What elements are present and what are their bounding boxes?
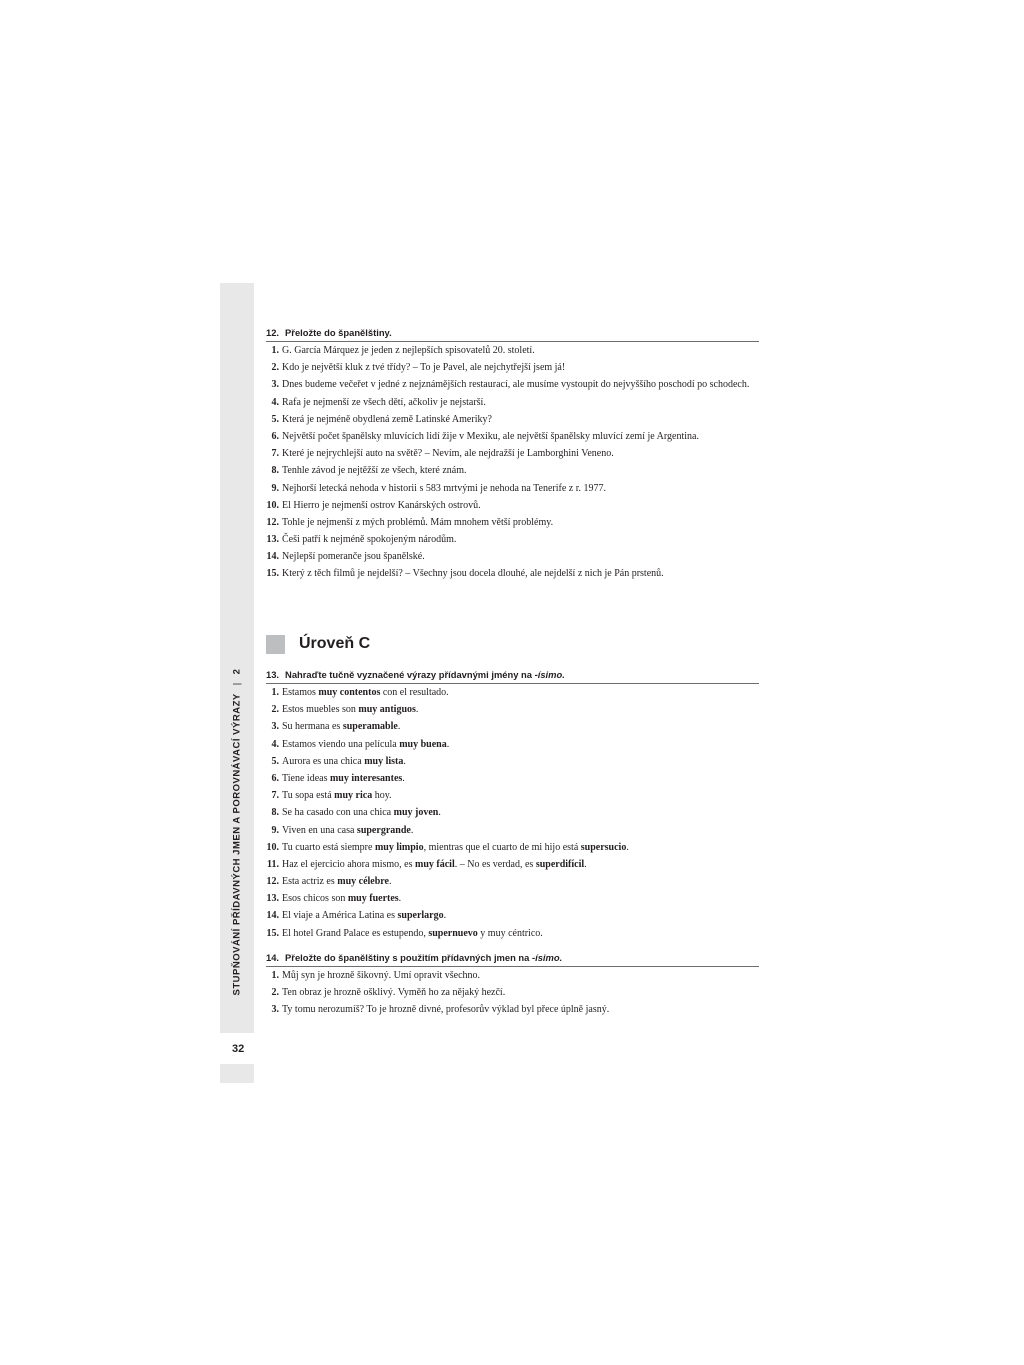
- item-text: Se ha casado con una chica: [282, 807, 394, 819]
- list-item: [266, 970, 759, 982]
- item-text: .: [438, 807, 441, 819]
- item-number: 13.: [266, 534, 279, 546]
- item-number: 15.: [266, 927, 279, 939]
- exercise-instruction: Nahraďte tučně vyznačené výrazy přídavnými jmény na: [285, 669, 532, 680]
- list-item: [266, 379, 759, 391]
- item-number: 1.: [271, 345, 279, 356]
- item-text: .: [398, 893, 402, 905]
- highlighted-phrase: muy fuertes: [347, 893, 399, 905]
- list-item: [266, 721, 759, 733]
- item-number: 4.: [271, 738, 279, 750]
- list-item: [266, 859, 759, 871]
- highlighted-phrase: muy buena: [399, 738, 447, 750]
- list-item: [266, 500, 759, 512]
- item-number: 6.: [271, 430, 279, 442]
- item-text: El hotel Grand Palace es estupendo,: [282, 927, 429, 939]
- item-number: 12.: [266, 516, 279, 528]
- item-text: Který z těch filmů je nejdelší? – Všechny jsou docela dlouhé, ale nejdelší z nich je Pán prstenů.: [282, 568, 664, 580]
- highlighted-phrase: muy antiguos: [358, 704, 416, 716]
- exercise-number: 14.: [266, 952, 280, 963]
- item-number: 8.: [271, 465, 279, 477]
- item-text: Esos chicos son: [282, 893, 348, 905]
- highlighted-phrase: muy contentos: [318, 687, 381, 698]
- item-text: Haz el ejercicio ahora mismo, es: [282, 858, 415, 870]
- item-text: .: [410, 824, 414, 836]
- item-number: 15.: [266, 568, 279, 580]
- item-text: Nejlepší pomeranče jsou španělské.: [282, 551, 425, 563]
- list-item: [266, 345, 759, 357]
- list-item: [266, 739, 759, 751]
- list-item: [266, 431, 759, 443]
- exercise-number: 12.: [266, 327, 280, 338]
- item-text: Tu sopa está: [282, 790, 335, 802]
- list-item: [266, 568, 759, 580]
- highlighted-phrase: muy joven: [393, 807, 439, 819]
- highlighted-phrase: supersucio: [580, 841, 627, 853]
- list-item: [266, 551, 759, 563]
- item-number: 6.: [271, 772, 279, 784]
- item-number: 7.: [271, 790, 279, 802]
- list-item: [266, 893, 759, 905]
- list-item: [266, 414, 759, 426]
- item-number: 3.: [271, 1004, 279, 1016]
- list-item: [266, 534, 759, 546]
- exercise-13-heading: [266, 669, 759, 684]
- page-number: 32: [232, 1043, 245, 1055]
- item-number: 3.: [271, 721, 279, 733]
- item-text: Tenhle závod je nejtěžší ze všech, které znám.: [282, 465, 467, 477]
- item-text: con el resultado.: [380, 687, 449, 698]
- exercise-14-items: [266, 970, 759, 1016]
- list-item: [266, 807, 759, 819]
- exercise-instruction: Přeložte do španělštiny s použitím přídavných jmen na: [285, 952, 530, 963]
- chapter-title: STUPŇOVÁNÍ PŘÍDAVNÝCH JMEN A POROVNÁVACÍ VÝRAZY: [231, 693, 243, 996]
- item-text: El viaje a América Latina es: [282, 910, 398, 922]
- highlighted-phrase: superlargo: [397, 910, 444, 922]
- exercise-12: [266, 327, 759, 586]
- item-text: Které je nejrychlejší auto na světě? – Nevím, ale nejdražší je Lamborghini Veneno.: [282, 448, 614, 460]
- chapter-running-head: [232, 669, 243, 996]
- item-text: . – No es verdad, es: [454, 858, 536, 870]
- item-text: Tu cuarto está siempre: [282, 841, 375, 853]
- item-text: Estamos: [282, 687, 319, 698]
- item-number: 5.: [271, 413, 279, 425]
- item-number: 13.: [266, 893, 279, 905]
- item-text: Ty tomu nerozumíš? To je hrozně divné, profesorův výklad byl přece úplně jasný.: [282, 1004, 610, 1016]
- item-number: 2.: [271, 704, 279, 716]
- item-text: .: [402, 772, 405, 784]
- item-text: Dnes budeme večeřet v jedné z nejznámějších restaurací, ale musíme vystoupit do nejvyššího poschodí po schodech.: [282, 379, 750, 391]
- item-text: Můj syn je hrozně šikovný. Umí opravit všechno.: [282, 970, 481, 981]
- highlighted-phrase: muy rica: [334, 790, 373, 802]
- item-text: .: [389, 876, 392, 888]
- item-text: Která je nejméně obydlená země Latinské Ameriky?: [282, 413, 492, 425]
- item-number: 9.: [271, 824, 279, 836]
- page-number-band: [220, 1064, 254, 1083]
- item-text: Aurora es una chica: [282, 755, 365, 767]
- item-number: 1.: [271, 970, 279, 981]
- exercise-number: 13.: [266, 669, 280, 680]
- exercise-13: [266, 669, 759, 945]
- item-text: Češi patří k nejméně spokojeným národům.: [282, 534, 457, 546]
- highlighted-phrase: muy fácil: [415, 858, 455, 870]
- item-text: Nejhorší letecká nehoda v historii s 583 mrtvými je nehoda na Tenerife z r. 1977.: [282, 482, 607, 494]
- list-item: [266, 910, 759, 922]
- list-item: [266, 397, 759, 409]
- item-number: 5.: [271, 755, 279, 767]
- level-marker-square: [266, 635, 285, 654]
- item-text: .: [626, 841, 629, 853]
- item-number: 3.: [271, 379, 279, 391]
- chapter-number: 2: [231, 668, 243, 675]
- list-item: [266, 876, 759, 888]
- exercise-suffix: -ísimo.: [534, 669, 565, 680]
- item-number: 8.: [271, 807, 279, 819]
- exercise-instruction: Přeložte do španělštiny.: [285, 327, 392, 338]
- item-number: 11.: [267, 858, 279, 870]
- item-number: 9.: [271, 482, 279, 494]
- list-item: [266, 790, 759, 802]
- list-item: [266, 362, 759, 374]
- item-text: Estamos viendo una película: [282, 738, 400, 750]
- highlighted-phrase: muy lista: [364, 755, 404, 767]
- highlighted-phrase: supergrande: [356, 824, 411, 836]
- item-text: Su hermana es: [282, 721, 343, 733]
- list-item: [266, 842, 759, 854]
- exercise-suffix: -ísimo.: [531, 952, 563, 963]
- exercise-12-items: [266, 345, 759, 580]
- highlighted-phrase: supernuevo: [428, 927, 478, 939]
- item-text: .: [446, 738, 450, 750]
- item-number: 7.: [271, 448, 279, 460]
- highlighted-phrase: superdifícil: [535, 858, 585, 870]
- item-number: 10.: [266, 499, 279, 511]
- list-item: [266, 825, 759, 837]
- list-item: [266, 928, 759, 940]
- item-number: 14.: [266, 910, 279, 922]
- item-text: Tohle je nejmenší z mých problémů. Mám mnohem větší problémy.: [282, 516, 554, 528]
- list-item: [266, 687, 759, 699]
- item-text: .: [415, 704, 419, 716]
- item-text: , mientras que el cuarto de mi hijo está: [423, 841, 581, 853]
- exercise-14-heading: [266, 952, 759, 967]
- chapter-separator: |: [231, 682, 243, 686]
- item-text: .: [443, 910, 447, 922]
- exercise-12-heading: [266, 327, 759, 342]
- item-number: 14.: [266, 551, 279, 563]
- list-item: [266, 465, 759, 477]
- item-text: .: [584, 858, 587, 870]
- item-number: 12.: [266, 876, 279, 888]
- highlighted-phrase: muy limpio: [374, 841, 424, 853]
- list-item: [266, 1004, 759, 1016]
- item-text: Největší počet španělsky mluvících lidí žije v Mexiku, ale největší španělsky mluvící zemí je Argentina.: [282, 430, 699, 442]
- list-item: [266, 773, 759, 785]
- item-number: 10.: [266, 841, 279, 853]
- item-number: 2.: [271, 987, 279, 999]
- item-number: 2.: [271, 362, 279, 374]
- item-text: Tiene ideas: [282, 772, 330, 784]
- item-text: Ten obraz je hrozně ošklivý. Vyměň ho za nějaký hezčí.: [282, 987, 506, 999]
- highlighted-phrase: muy célebre: [337, 876, 389, 888]
- item-text: Estos muebles son: [282, 704, 359, 716]
- item-text: El Hierro je nejmenší ostrov Kanárských ostrovů.: [282, 499, 481, 511]
- list-item: [266, 448, 759, 460]
- item-text: y muy céntrico.: [477, 927, 543, 939]
- highlighted-phrase: superamable: [342, 721, 398, 733]
- exercise-14: [266, 952, 759, 1022]
- list-item: [266, 987, 759, 999]
- list-item: [266, 517, 759, 529]
- item-text: .: [397, 721, 401, 733]
- list-item: [266, 704, 759, 716]
- list-item: [266, 483, 759, 495]
- item-number: 1.: [271, 687, 279, 698]
- level-title: Úroveň C: [299, 635, 371, 652]
- item-text: Rafa je nejmenší ze všech dětí, ačkoliv je nejstarší.: [282, 396, 486, 408]
- item-number: 4.: [271, 396, 279, 408]
- level-heading: [266, 634, 370, 654]
- item-text: Viven en una casa: [282, 824, 357, 836]
- item-text: hoy.: [372, 790, 392, 802]
- item-text: Kdo je největší kluk z tvé třídy? – To je Pavel, ale nejchytřejší jsem já!: [282, 362, 566, 374]
- item-text: .: [403, 755, 406, 767]
- exercise-13-items: [266, 687, 759, 940]
- list-item: [266, 756, 759, 768]
- item-text: Esta actriz es: [282, 876, 338, 888]
- item-text: G. García Márquez je jeden z nejlepších spisovatelů 20. století.: [282, 345, 535, 356]
- highlighted-phrase: muy interesantes: [329, 772, 403, 784]
